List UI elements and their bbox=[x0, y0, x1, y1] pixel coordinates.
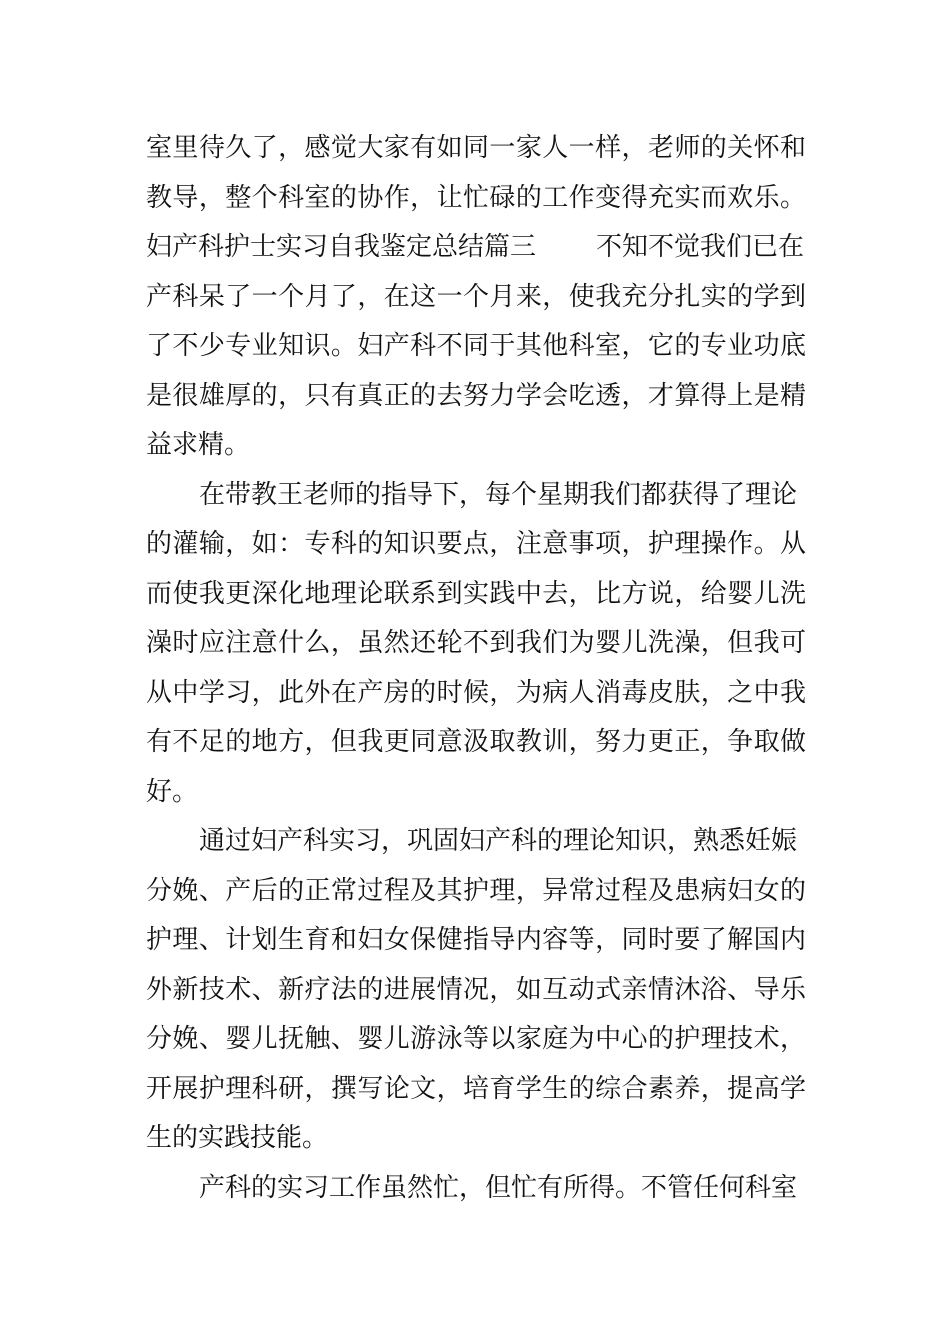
paragraph-start-line: 在带教王老师的指导下，每个星期我们都获得了理论 bbox=[199, 479, 798, 510]
text-line: 分娩、婴儿抚触、婴儿游泳等以家庭为中心的护理技术， bbox=[146, 1024, 806, 1054]
text-line: 从中学习，此外在产房的时候，为病人消毒皮肤，之中我 bbox=[146, 677, 806, 708]
text-line: 开展护理科研，撰写论文，培育学生的综合素养，提高学 bbox=[146, 1073, 806, 1104]
paragraph-start-line: 通过妇产科实习，巩固妇产科的理论知识，熟悉妊娠 bbox=[199, 826, 798, 856]
text-line: 室里待久了，感觉大家有如同一家人一样，老师的关怀和 bbox=[146, 133, 806, 163]
text-line: 的灌输，如：专科的知识要点，注意事项，护理操作。从 bbox=[146, 529, 806, 559]
paragraph-start-line: 产科的实习工作虽然忙，但忙有所得。不管任何科室 bbox=[199, 1172, 798, 1203]
text-line: 了不少专业知识。妇产科不同于其他科室，它的专业功底 bbox=[146, 331, 806, 361]
text-line: 外新技术、新疗法的进展情况，如互动式亲情沐浴、导乐 bbox=[146, 974, 806, 1005]
text-line: 产科呆了一个月了，在这一个月来，使我充分扎实的学到 bbox=[146, 281, 806, 312]
text-segment: 不知不觉我们已在 bbox=[596, 232, 805, 262]
text-line: 分娩、产后的正常过程及其护理，异常过程及患病妇女的 bbox=[146, 875, 806, 906]
text-line: 益求精。 bbox=[146, 430, 251, 460]
text-line: 是很雄厚的，只有真正的去努力学会吃透，才算得上是精 bbox=[146, 380, 806, 411]
text-line: 有不足的地方，但我更同意汲取教训，努力更正，争取做 bbox=[146, 727, 806, 757]
text-line: 护理、计划生育和妇女保健指导内容等，同时要了解国内 bbox=[146, 925, 806, 955]
text-line: 好。 bbox=[146, 776, 199, 807]
text-line: 澡时应注意什么，虽然还轮不到我们为婴儿洗澡，但我可 bbox=[146, 628, 806, 658]
text-line: 而使我更深化地理论联系到实践中去，比方说，给婴儿洗 bbox=[146, 578, 806, 609]
section-title: 妇产科护士实习自我鉴定总结篇三 bbox=[146, 232, 537, 262]
section-title-line bbox=[146, 223, 816, 273]
text-line: 教导，整个科室的协作，让忙碌的工作变得充实而欢乐。 bbox=[146, 182, 806, 213]
text-line: 生的实践技能。 bbox=[146, 1123, 329, 1153]
document-body bbox=[146, 124, 816, 1213]
